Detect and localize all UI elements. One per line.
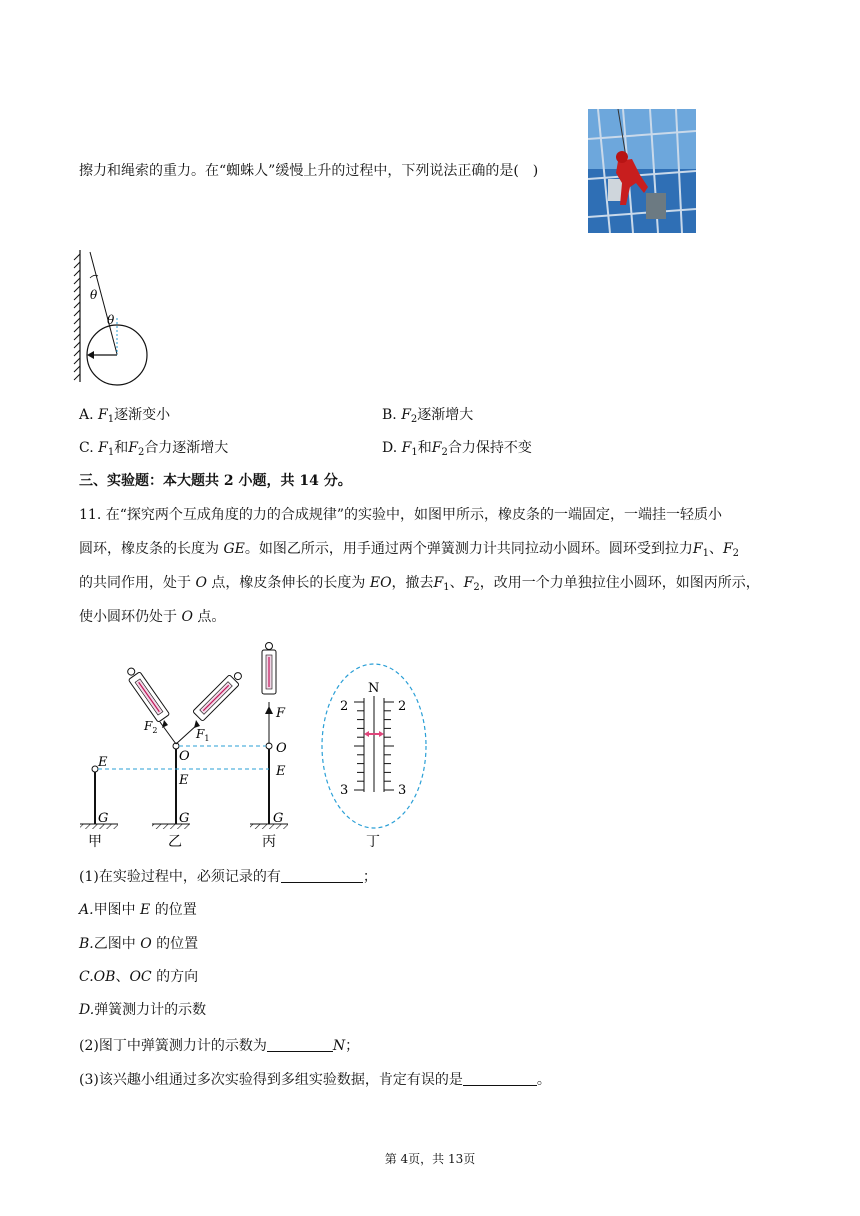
label-N: N bbox=[368, 681, 380, 696]
option-d-sub-1: 1 bbox=[411, 447, 418, 458]
option-b-symbol: F bbox=[401, 407, 411, 423]
option-a-symbol: F bbox=[98, 407, 108, 423]
option-c-mid: 和 bbox=[114, 440, 129, 456]
q11-line-3: 的共同作用，处于 O 点，橡皮条伸长的长度为 EO，撤去$F_1$、$F_2$，改用一个力单独拉住小圆环，如图丙所示， bbox=[79, 575, 760, 593]
q10-stem-text: 擦力和绳索的重力。在“蜘蛛人”缓慢上升的过程中，下列说法正确的是( bbox=[79, 163, 519, 179]
q11-line-2: 圆环，橡皮条的长度为 GE。如图乙所示，用手通过两个弹簧测力计共同拉动小圆环。圆环受到拉力$F_1$、$F_2$ bbox=[79, 541, 740, 559]
label-G-jia: G bbox=[98, 811, 109, 826]
sub1-option-c[interactable]: C.OB、OC 的方向 bbox=[79, 969, 199, 985]
option-c-symbol-2: F bbox=[128, 440, 138, 456]
option-d-symbol-2: F bbox=[431, 440, 442, 456]
sub1-answer-blank[interactable] bbox=[281, 868, 363, 883]
section-heading: 三、实验题：本大题共 2 小题，共 14 分。 bbox=[79, 473, 352, 489]
label-E-yi: E bbox=[179, 773, 189, 788]
option-a-text: 逐渐变小 bbox=[114, 407, 171, 423]
option-c-sub-2: 2 bbox=[137, 447, 145, 458]
label-E-bing: E bbox=[276, 764, 286, 779]
label-F-bing: F bbox=[276, 706, 286, 721]
sub3-stem: (3)该兴趣小组通过多次实验得到多组实验数据，肯定有误的是 。 bbox=[79, 1072, 551, 1088]
option-b-label: B. bbox=[382, 407, 402, 423]
sub1-option-b[interactable]: B.乙图中 O 的位置 bbox=[79, 936, 199, 952]
wall-ball-figure bbox=[70, 248, 160, 388]
label-O-bing: O bbox=[276, 741, 287, 756]
sub1-option-d[interactable]: D.弹簧测力计的示数 bbox=[79, 1002, 207, 1018]
label-G-bing: G bbox=[273, 811, 284, 826]
q10-stem-close: ) bbox=[532, 163, 539, 179]
option-b-sub: 2 bbox=[410, 414, 418, 425]
label-3-left: 3 bbox=[340, 783, 349, 798]
label-F1: $F_1$ bbox=[196, 727, 210, 743]
label-G-yi: G bbox=[179, 811, 190, 826]
caption-yi: 乙 bbox=[168, 834, 182, 850]
option-b[interactable] bbox=[382, 405, 473, 425]
option-c-text: 合力逐渐增大 bbox=[144, 440, 229, 456]
experiment-figure bbox=[76, 640, 436, 855]
option-b-text: 逐渐增大 bbox=[417, 407, 474, 423]
option-a-label: A. bbox=[79, 407, 99, 423]
label-2-right: 2 bbox=[398, 699, 407, 714]
option-d-label: D. bbox=[382, 440, 402, 456]
label-O-yi: O bbox=[179, 749, 190, 764]
sub1-option-a[interactable]: A.甲图中 E 的位置 bbox=[79, 902, 197, 918]
option-d-sub-2: 2 bbox=[441, 447, 448, 458]
sub3-answer-blank[interactable] bbox=[463, 1071, 537, 1086]
option-c-sub-1: 1 bbox=[107, 447, 115, 458]
theta-label-2: θ bbox=[107, 313, 115, 327]
option-d-text: 合力保持不变 bbox=[447, 440, 532, 456]
caption-ding: 丁 bbox=[366, 834, 380, 850]
option-d-mid: 和 bbox=[417, 440, 432, 456]
label-E-jia: E bbox=[98, 755, 108, 770]
theta-label-1: θ bbox=[90, 288, 98, 302]
option-c-label: C. bbox=[79, 440, 99, 456]
sub2-answer-blank[interactable] bbox=[267, 1037, 333, 1052]
q10-stem-line bbox=[79, 161, 538, 181]
option-a[interactable] bbox=[79, 405, 170, 425]
label-2-left: 2 bbox=[340, 699, 349, 714]
option-a-sub: 1 bbox=[107, 414, 115, 425]
caption-jia: 甲 bbox=[88, 834, 102, 850]
sub1-stem: (1)在实验过程中，必须记录的有 ； bbox=[79, 869, 377, 885]
option-d-symbol-1: F bbox=[401, 440, 412, 456]
option-c[interactable] bbox=[79, 438, 228, 458]
q11-line-1: 11. 在“探究两个互成角度的力的合成规律”的实验中，如图甲所示，橡皮条的一端固定，一端挂一轻质小 bbox=[79, 507, 723, 523]
label-F2: $F_2$ bbox=[144, 719, 158, 735]
sub2-stem: (2)图丁中弹簧测力计的示数为 N； bbox=[79, 1038, 360, 1054]
label-3-right: 3 bbox=[398, 783, 407, 798]
option-d[interactable] bbox=[382, 438, 532, 458]
page-footer: 第 4页，共 13页 bbox=[384, 1152, 476, 1166]
spiderman-photo bbox=[588, 109, 696, 233]
option-c-symbol-1: F bbox=[98, 440, 108, 456]
caption-bing: 丙 bbox=[262, 834, 276, 850]
q11-line-4: 使小圆环仍处于 O 点。 bbox=[79, 609, 226, 625]
